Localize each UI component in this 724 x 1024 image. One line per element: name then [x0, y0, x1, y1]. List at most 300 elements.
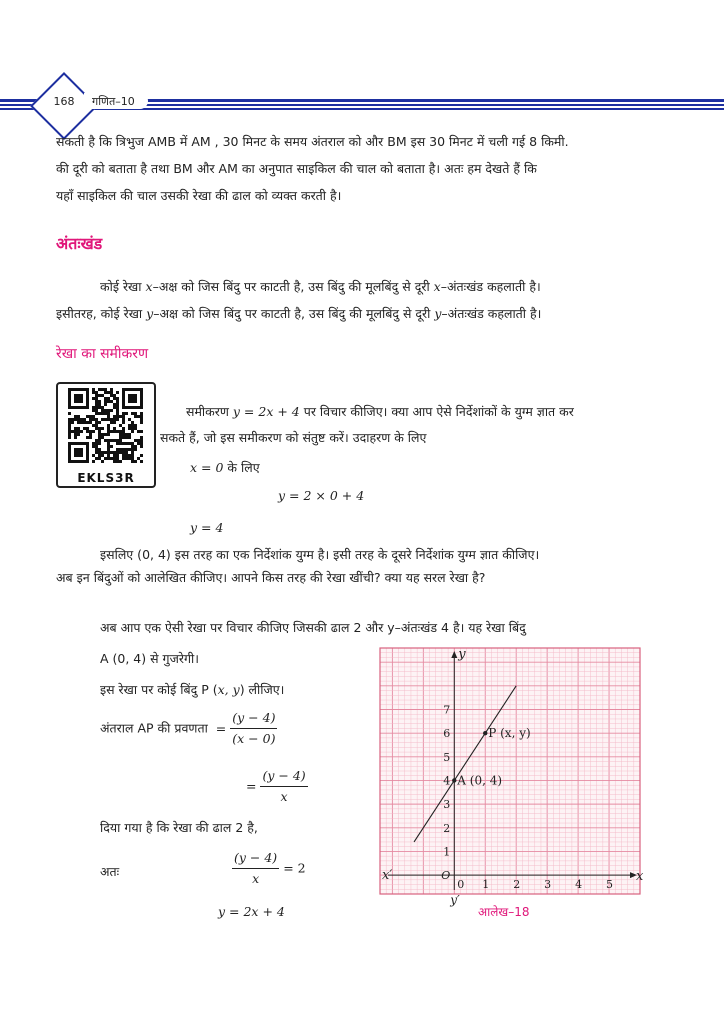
qr-module: [134, 439, 137, 442]
fraction-slope-ap: [230, 708, 277, 749]
qr-module: [122, 433, 125, 436]
qr-module: [110, 409, 113, 412]
equation-para-3-line-2: A (0, 4) से गुजरेगी।: [100, 651, 199, 666]
qr-module: [137, 415, 140, 418]
point-label: P (x, y): [488, 726, 531, 741]
qr-module: [122, 442, 125, 445]
math-y: y: [146, 306, 154, 321]
qr-module: [116, 403, 119, 406]
qr-module: [128, 442, 131, 445]
qr-module: [122, 412, 125, 415]
qr-module: [110, 430, 113, 433]
qr-module: [107, 448, 110, 451]
qr-module: [95, 448, 98, 451]
qr-module: [98, 454, 101, 457]
qr-module: [98, 448, 101, 451]
qr-module: [101, 418, 104, 421]
fraction-denominator: (x − 0): [232, 731, 276, 746]
qr-module: [119, 460, 122, 463]
intercept-text: –अंतःखंड कहलाती है।: [441, 306, 542, 321]
qr-module: [122, 457, 125, 460]
equals-sign: =: [246, 778, 257, 794]
y-tick-label: 5: [443, 750, 451, 764]
calc-step-1: y = 2 × 0 + 4: [278, 488, 365, 503]
qr-module: [113, 403, 116, 406]
qr-module: [134, 424, 137, 427]
qr-module: [92, 442, 95, 445]
qr-module: [134, 448, 137, 451]
qr-module: [98, 439, 101, 442]
qr-module: [80, 430, 83, 433]
qr-module: [98, 406, 101, 409]
qr-module: [116, 409, 119, 412]
qr-module: [113, 418, 116, 421]
qr-module: [125, 433, 128, 436]
fraction-simplified: [260, 766, 307, 807]
qr-module: [131, 460, 134, 463]
qr-module: [68, 424, 71, 427]
qr-finder: [128, 394, 137, 403]
qr-module: [68, 433, 71, 436]
point-marker: [452, 778, 456, 782]
intercept-text: –अक्ष को जिस बिंदु पर काटती है, उस बिंदु की मूलबिंदु से दूरी: [153, 306, 435, 321]
qr-module: [131, 457, 134, 460]
qr-module: [68, 421, 71, 424]
qr-module: [134, 412, 137, 415]
fraction-numerator: (y − 4): [230, 708, 277, 729]
qr-module: [104, 397, 107, 400]
qr-module: [86, 427, 89, 430]
therefore-label: अतः: [100, 864, 120, 879]
qr-module: [92, 418, 95, 421]
qr-code-pattern: [58, 386, 154, 470]
qr-module: [116, 442, 119, 445]
y-axis-label: y: [458, 647, 466, 662]
qr-module: [137, 439, 140, 442]
qr-module: [122, 436, 125, 439]
qr-module: [101, 394, 104, 397]
qr-module: [95, 457, 98, 460]
slope-ap-simplified: [246, 766, 308, 807]
fraction-numerator: (y − 4): [260, 766, 307, 787]
qr-module: [128, 424, 131, 427]
x-tick-label: 0: [457, 878, 465, 892]
fraction-denominator: x: [280, 789, 288, 804]
qr-module: [131, 430, 134, 433]
qr-module: [116, 415, 119, 418]
qr-module: [107, 412, 110, 415]
y-tick-label: 6: [443, 727, 451, 741]
qr-module: [98, 403, 101, 406]
qr-module: [125, 442, 128, 445]
qr-module: [95, 400, 98, 403]
qr-module: [104, 439, 107, 442]
qr-module: [86, 421, 89, 424]
qr-module: [119, 430, 122, 433]
qr-module: [107, 457, 110, 460]
qr-module: [71, 421, 74, 424]
qr-module: [140, 418, 143, 421]
qr-module: [107, 397, 110, 400]
qr-module: [89, 418, 92, 421]
qr-module: [122, 448, 125, 451]
qr-module: [95, 451, 98, 454]
qr-module: [107, 433, 110, 436]
qr-module: [110, 418, 113, 421]
qr-module: [89, 430, 92, 433]
qr-module: [116, 454, 119, 457]
qr-module: [140, 421, 143, 424]
eq-text: इस रेखा पर कोई बिंदु P (: [100, 682, 218, 697]
qr-module: [140, 439, 143, 442]
qr-module: [119, 415, 122, 418]
section-heading-line-equation: रेखा का समीकरण: [56, 346, 149, 362]
qr-module: [116, 391, 119, 394]
qr-module: [128, 457, 131, 460]
equation-para-2-line-1: इसलिए (0, 4) इस तरह का एक निर्देशांक युग्म है। इसी तरह के दूसरे निर्देशांक युग्म ज्ञात कीजिए।: [100, 547, 540, 562]
slope-equation: [232, 848, 306, 889]
qr-module: [134, 460, 137, 463]
qr-module: [104, 418, 107, 421]
qr-module: [98, 430, 101, 433]
qr-module: [89, 436, 92, 439]
qr-module: [128, 427, 131, 430]
qr-module: [95, 442, 98, 445]
qr-module: [77, 433, 80, 436]
qr-code[interactable]: [56, 382, 156, 488]
slope-ap-row: [100, 708, 277, 749]
qr-module: [119, 448, 122, 451]
qr-module: [98, 451, 101, 454]
y-neg-axis-label: y′: [450, 893, 460, 907]
qr-module: [77, 427, 80, 430]
qr-module: [122, 454, 125, 457]
qr-module: [77, 415, 80, 418]
qr-module: [86, 415, 89, 418]
qr-module: [101, 406, 104, 409]
qr-module: [68, 430, 71, 433]
equation-para-1-line-2: सकते हैं, जो इस समीकरण को संतुष्ट करें। उदाहरण के लिए: [160, 430, 427, 445]
equals-two: = 2: [283, 860, 306, 876]
qr-module: [134, 445, 137, 448]
qr-module: [95, 412, 98, 415]
qr-module: [89, 433, 92, 436]
qr-module: [131, 448, 134, 451]
qr-module: [77, 430, 80, 433]
qr-module: [86, 430, 89, 433]
qr-module: [83, 427, 86, 430]
qr-module: [107, 424, 110, 427]
qr-module: [131, 412, 134, 415]
qr-module: [110, 388, 113, 391]
qr-module: [74, 430, 77, 433]
qr-module: [101, 460, 104, 463]
equation-para-3-line-3: [100, 676, 284, 703]
qr-module: [125, 436, 128, 439]
qr-module: [113, 457, 116, 460]
qr-module: [104, 451, 107, 454]
qr-module: [128, 433, 131, 436]
book-title: गणित–10: [92, 95, 135, 108]
math-x0: x = 0: [190, 460, 224, 475]
qr-module: [122, 421, 125, 424]
qr-module: [104, 433, 107, 436]
qr-module: [119, 442, 122, 445]
qr-module: [95, 421, 98, 424]
equation-para-3-line-1: अब आप एक ऐसी रेखा पर विचार कीजिए जिसकी ढाल 2 और y–अंतःखंड 4 है। यह रेखा बिंदु: [100, 620, 526, 635]
qr-module: [98, 394, 101, 397]
fraction-numerator: (y − 4): [232, 848, 279, 869]
qr-module: [92, 406, 95, 409]
qr-module: [140, 460, 143, 463]
qr-module: [95, 397, 98, 400]
qr-module: [125, 451, 128, 454]
qr-module: [71, 430, 74, 433]
qr-module: [116, 448, 119, 451]
qr-module: [98, 457, 101, 460]
qr-module: [95, 439, 98, 442]
qr-module: [107, 430, 110, 433]
qr-module: [116, 406, 119, 409]
qr-module: [113, 439, 116, 442]
qr-module: [95, 424, 98, 427]
intercept-line-2: [56, 300, 541, 327]
qr-module: [125, 457, 128, 460]
qr-module: [137, 442, 140, 445]
qr-module: [125, 448, 128, 451]
x-tick-label: 1: [482, 878, 490, 892]
qr-module: [101, 436, 104, 439]
qr-module: [92, 445, 95, 448]
qr-module: [98, 436, 101, 439]
qr-module: [98, 400, 101, 403]
origin-label: O: [441, 869, 451, 883]
qr-module: [107, 391, 110, 394]
qr-module: [131, 442, 134, 445]
intercept-text: –अंतःखंड कहलाती है।: [440, 279, 541, 294]
qr-module: [68, 412, 71, 415]
qr-module: [125, 454, 128, 457]
qr-module: [116, 418, 119, 421]
qr-module: [74, 415, 77, 418]
qr-module: [104, 409, 107, 412]
y-tick-label: 4: [443, 774, 451, 788]
qr-module: [104, 388, 107, 391]
qr-module: [107, 427, 110, 430]
qr-module: [77, 421, 80, 424]
fraction-final: [232, 848, 279, 889]
qr-module: [119, 451, 122, 454]
qr-module: [119, 439, 122, 442]
qr-module: [116, 400, 119, 403]
qr-module: [119, 424, 122, 427]
qr-module: [74, 418, 77, 421]
y-tick-label: 7: [443, 703, 451, 717]
y-tick-label: 1: [443, 845, 451, 859]
qr-module: [101, 454, 104, 457]
qr-module: [104, 412, 107, 415]
qr-module: [131, 451, 134, 454]
qr-module: [137, 430, 140, 433]
qr-module: [95, 391, 98, 394]
point-marker: [483, 731, 487, 735]
qr-module: [77, 418, 80, 421]
qr-module: [104, 403, 107, 406]
qr-module: [68, 427, 71, 430]
qr-module: [92, 454, 95, 457]
qr-module: [113, 430, 116, 433]
eq-text: पर विचार कीजिए। क्या आप ऐसे निर्देशांकों के युग्म ज्ञात कर: [299, 404, 574, 419]
math-xy: x, y: [217, 682, 240, 697]
slope-ap-label: अंतराल AP की प्रवणता: [100, 720, 208, 736]
x-axis-label: x: [636, 869, 644, 885]
qr-module: [95, 445, 98, 448]
qr-code-label: EKLS3R: [77, 471, 135, 485]
graph-caption: आलेख–18: [478, 905, 530, 919]
intro-line-1: सकती है कि त्रिभुज AMB में AM , 30 मिनट के समय अंतराल को और BM इस 30 मिनट में चली गई 8 किमी.: [56, 134, 569, 149]
qr-module: [140, 454, 143, 457]
qr-module: [92, 388, 95, 391]
x-tick-label: 5: [606, 878, 614, 892]
qr-module: [101, 427, 104, 430]
qr-module: [98, 427, 101, 430]
qr-module: [92, 415, 95, 418]
qr-module: [110, 421, 113, 424]
qr-module: [131, 421, 134, 424]
qr-module: [113, 394, 116, 397]
qr-module: [107, 418, 110, 421]
qr-module: [128, 436, 131, 439]
qr-module: [125, 412, 128, 415]
qr-module: [101, 433, 104, 436]
qr-module: [95, 427, 98, 430]
qr-module: [98, 388, 101, 391]
qr-module: [128, 418, 131, 421]
qr-module: [119, 433, 122, 436]
qr-module: [86, 436, 89, 439]
given-slope-text: दिया गया है कि रेखा की ढाल 2 है,: [100, 820, 258, 835]
qr-module: [110, 445, 113, 448]
qr-module: [101, 409, 104, 412]
qr-module: [110, 439, 113, 442]
qr-module: [134, 415, 137, 418]
qr-module: [104, 400, 107, 403]
qr-module: [113, 454, 116, 457]
qr-module: [131, 445, 134, 448]
qr-module: [107, 451, 110, 454]
qr-module: [116, 412, 119, 415]
fraction-denominator: x: [252, 871, 260, 886]
x-tick-label: 3: [544, 878, 552, 892]
qr-module: [134, 427, 137, 430]
intercept-text: कोई रेखा: [100, 279, 146, 294]
example-x0: [190, 454, 260, 481]
for-text: के लिए: [223, 460, 260, 475]
eq-text: ) लीजिए।: [239, 682, 285, 697]
final-equation: y = 2x + 4: [218, 904, 285, 919]
qr-module: [116, 457, 119, 460]
qr-module: [74, 436, 77, 439]
qr-module: [131, 424, 134, 427]
qr-module: [101, 412, 104, 415]
equation-inline: y = 2x + 4: [232, 404, 300, 419]
qr-module: [107, 442, 110, 445]
section-heading-intercept: अंतःखंड: [56, 234, 103, 253]
x-tick-label: 2: [513, 878, 521, 892]
point-label: A (0, 4): [457, 773, 503, 788]
qr-module: [140, 442, 143, 445]
qr-module: [95, 394, 98, 397]
qr-module: [92, 460, 95, 463]
qr-module: [107, 400, 110, 403]
qr-module: [95, 409, 98, 412]
qr-module: [83, 418, 86, 421]
qr-module: [95, 418, 98, 421]
qr-module: [140, 445, 143, 448]
equation-para-1-line-1: [186, 398, 574, 425]
qr-module: [80, 418, 83, 421]
qr-module: [101, 388, 104, 391]
math-x: x: [433, 279, 441, 294]
qr-module: [140, 415, 143, 418]
qr-module: [128, 448, 131, 451]
qr-module: [122, 427, 125, 430]
qr-module: [113, 415, 116, 418]
qr-module: [74, 427, 77, 430]
qr-module: [92, 430, 95, 433]
qr-module: [107, 454, 110, 457]
qr-module: [140, 430, 143, 433]
page-number: 168: [53, 95, 75, 108]
x-tick-label: 4: [575, 878, 583, 892]
intercept-text: इसीतरह, कोई रेखा: [56, 306, 147, 321]
qr-module: [68, 418, 71, 421]
qr-module: [116, 451, 119, 454]
qr-module: [110, 451, 113, 454]
qr-module: [140, 436, 143, 439]
qr-module: [110, 394, 113, 397]
qr-module: [119, 436, 122, 439]
qr-module: [128, 454, 131, 457]
qr-finder: [74, 448, 83, 457]
qr-module: [122, 415, 125, 418]
qr-module: [71, 418, 74, 421]
qr-module: [116, 430, 119, 433]
qr-module: [89, 421, 92, 424]
qr-module: [122, 451, 125, 454]
qr-module: [116, 460, 119, 463]
qr-module: [95, 403, 98, 406]
qr-module: [98, 412, 101, 415]
qr-module: [107, 445, 110, 448]
equals-sign: =: [215, 720, 227, 736]
qr-module: [101, 451, 104, 454]
qr-module: [113, 397, 116, 400]
qr-module: [116, 439, 119, 442]
qr-module: [131, 427, 134, 430]
qr-module: [104, 391, 107, 394]
qr-module: [95, 406, 98, 409]
intro-line-3: यहाँ साइकिल की चाल उसकी रेखा की ढाल को व्यक्त करती है।: [56, 188, 342, 203]
eq-text: समीकरण: [186, 404, 233, 419]
qr-module: [122, 418, 125, 421]
qr-module: [113, 406, 116, 409]
qr-module: [98, 442, 101, 445]
calc-step-2: y = 4: [190, 520, 224, 535]
qr-module: [80, 421, 83, 424]
qr-finder: [74, 394, 83, 403]
qr-module: [113, 460, 116, 463]
